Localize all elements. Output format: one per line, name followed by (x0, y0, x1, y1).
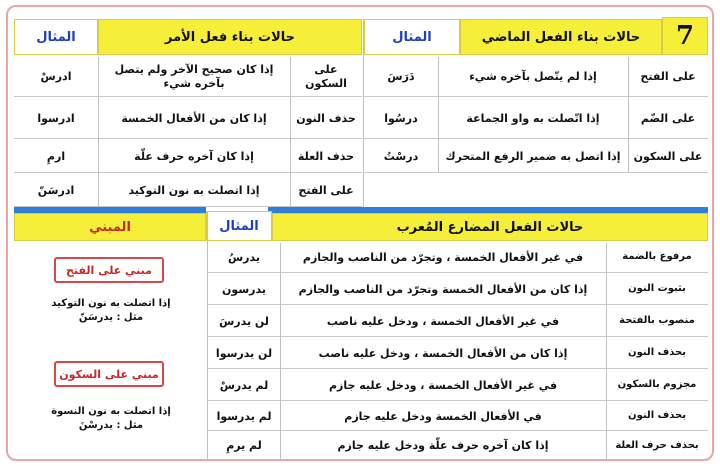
present-condition: إذا كان آخره حرف علّة ودخل عليه جازم (337, 439, 549, 453)
built-fath-box: مبني على الفتح (54, 257, 164, 283)
present-condition: في غير الأفعال الخمسة ، ودخل عليه جازم (280, 371, 606, 401)
divider (363, 19, 364, 207)
built-fath-example: مثل : يدرسَنّ (78, 312, 144, 323)
present-example: لن يدرسَ (208, 307, 280, 337)
imperative-case: حذف العلة (290, 141, 362, 173)
present-header: حالات الفعل المضارع المُعرب (272, 213, 708, 241)
built-sukun-example: مثل : يدرسْنَ (78, 420, 144, 431)
imperative-case: حذف النون (290, 99, 362, 139)
present-condition: إذا كان من الأفعال الخمسة ، ودخل عليه ناصب (280, 339, 606, 369)
present-example-header: المثال (206, 211, 272, 241)
built-fath-note (18, 297, 204, 325)
present-condition: إذا كان من الأفعال الخمسة وتجرّد من الناصب والجازم (280, 275, 606, 305)
present-condition: في غير الأفعال الخمسة ، ودخل عليه ناصب (280, 307, 606, 337)
present-condition: في الأفعال الخمسة ودخل عليه جازم (280, 403, 606, 431)
present-case: منصوب بالفتحة (606, 307, 708, 337)
present-example: لم يرمِ (226, 439, 262, 453)
past-header: حالات بناء الفعل الماضي (460, 19, 662, 55)
present-case: بحذف حرف العلة (615, 439, 699, 451)
divider (98, 57, 99, 207)
built-sukun-note-line: إذا اتصلت به نون النسوة (51, 406, 171, 417)
imperative-header: حالات بناء فعل الأمر (98, 19, 362, 55)
present-example: لم يدرسْ (208, 371, 280, 401)
imperative-case: على الفتح (290, 175, 362, 207)
built-fath-note-line: إذا اتصلت به نون التوكيد (51, 298, 171, 309)
past-example: درسْتُ (364, 141, 438, 173)
imperative-case: على السكون (290, 57, 362, 97)
present-case: مرفوع بالضمة (606, 243, 708, 273)
past-condition: إذا لم يتّصل بآخره شيء (438, 57, 628, 97)
present-example: يدرسون (208, 275, 280, 305)
imperative-example: ارمِ (14, 141, 98, 173)
divider (280, 243, 281, 459)
imperative-example-header: المثال (14, 19, 98, 55)
imperative-example: ادرسوا (14, 99, 98, 139)
present-case: بثبوت النون (606, 275, 708, 305)
past-case: على الضّم (628, 99, 708, 139)
present-case: بحذف النون (606, 339, 708, 369)
divider (628, 57, 629, 173)
imperative-condition: إذا كان صحيح الآخر ولم يتصل بآخره شيء (98, 57, 290, 97)
present-case: مجزوم بالسكون (606, 371, 708, 401)
built-sukun-note (18, 405, 204, 433)
built-header: المبني (14, 213, 206, 241)
imperative-example: ادرسَنّ (14, 175, 98, 207)
present-example: لن يدرسوا (208, 339, 280, 369)
present-example: لم يدرسوا (208, 403, 280, 431)
grammar-sheet (6, 5, 714, 461)
past-condition: إذا اتصل به ضمير الرفع المتحرك (438, 141, 628, 173)
number-badge: 7 (662, 17, 708, 55)
imperative-condition: إذا كان آخره حرف علّة (98, 141, 290, 173)
past-example: درسُوا (364, 99, 438, 139)
divider (438, 57, 439, 173)
present-condition: في غير الأفعال الخمسة ، وتجرّد من الناصب والجازم (280, 243, 606, 273)
divider (606, 243, 607, 459)
imperative-example: ادرسْ (14, 57, 98, 97)
past-case: على السكون (628, 141, 708, 173)
present-example: يدرسُ (208, 243, 280, 273)
past-condition: إذا اتّصلت به واو الجماعة (438, 99, 628, 139)
divider (290, 57, 291, 207)
past-case: على الفتح (628, 57, 708, 97)
imperative-condition: إذا كان من الأفعال الخمسة (98, 99, 290, 139)
past-example-header: المثال (364, 19, 460, 55)
imperative-condition: إذا اتصلت به نون التوكيد (98, 175, 290, 207)
built-sukun-box: مبني على السكون (54, 361, 164, 387)
present-case: بحذف النون (606, 403, 708, 431)
divider (207, 211, 208, 459)
past-example: دَرَسَ (364, 57, 438, 97)
